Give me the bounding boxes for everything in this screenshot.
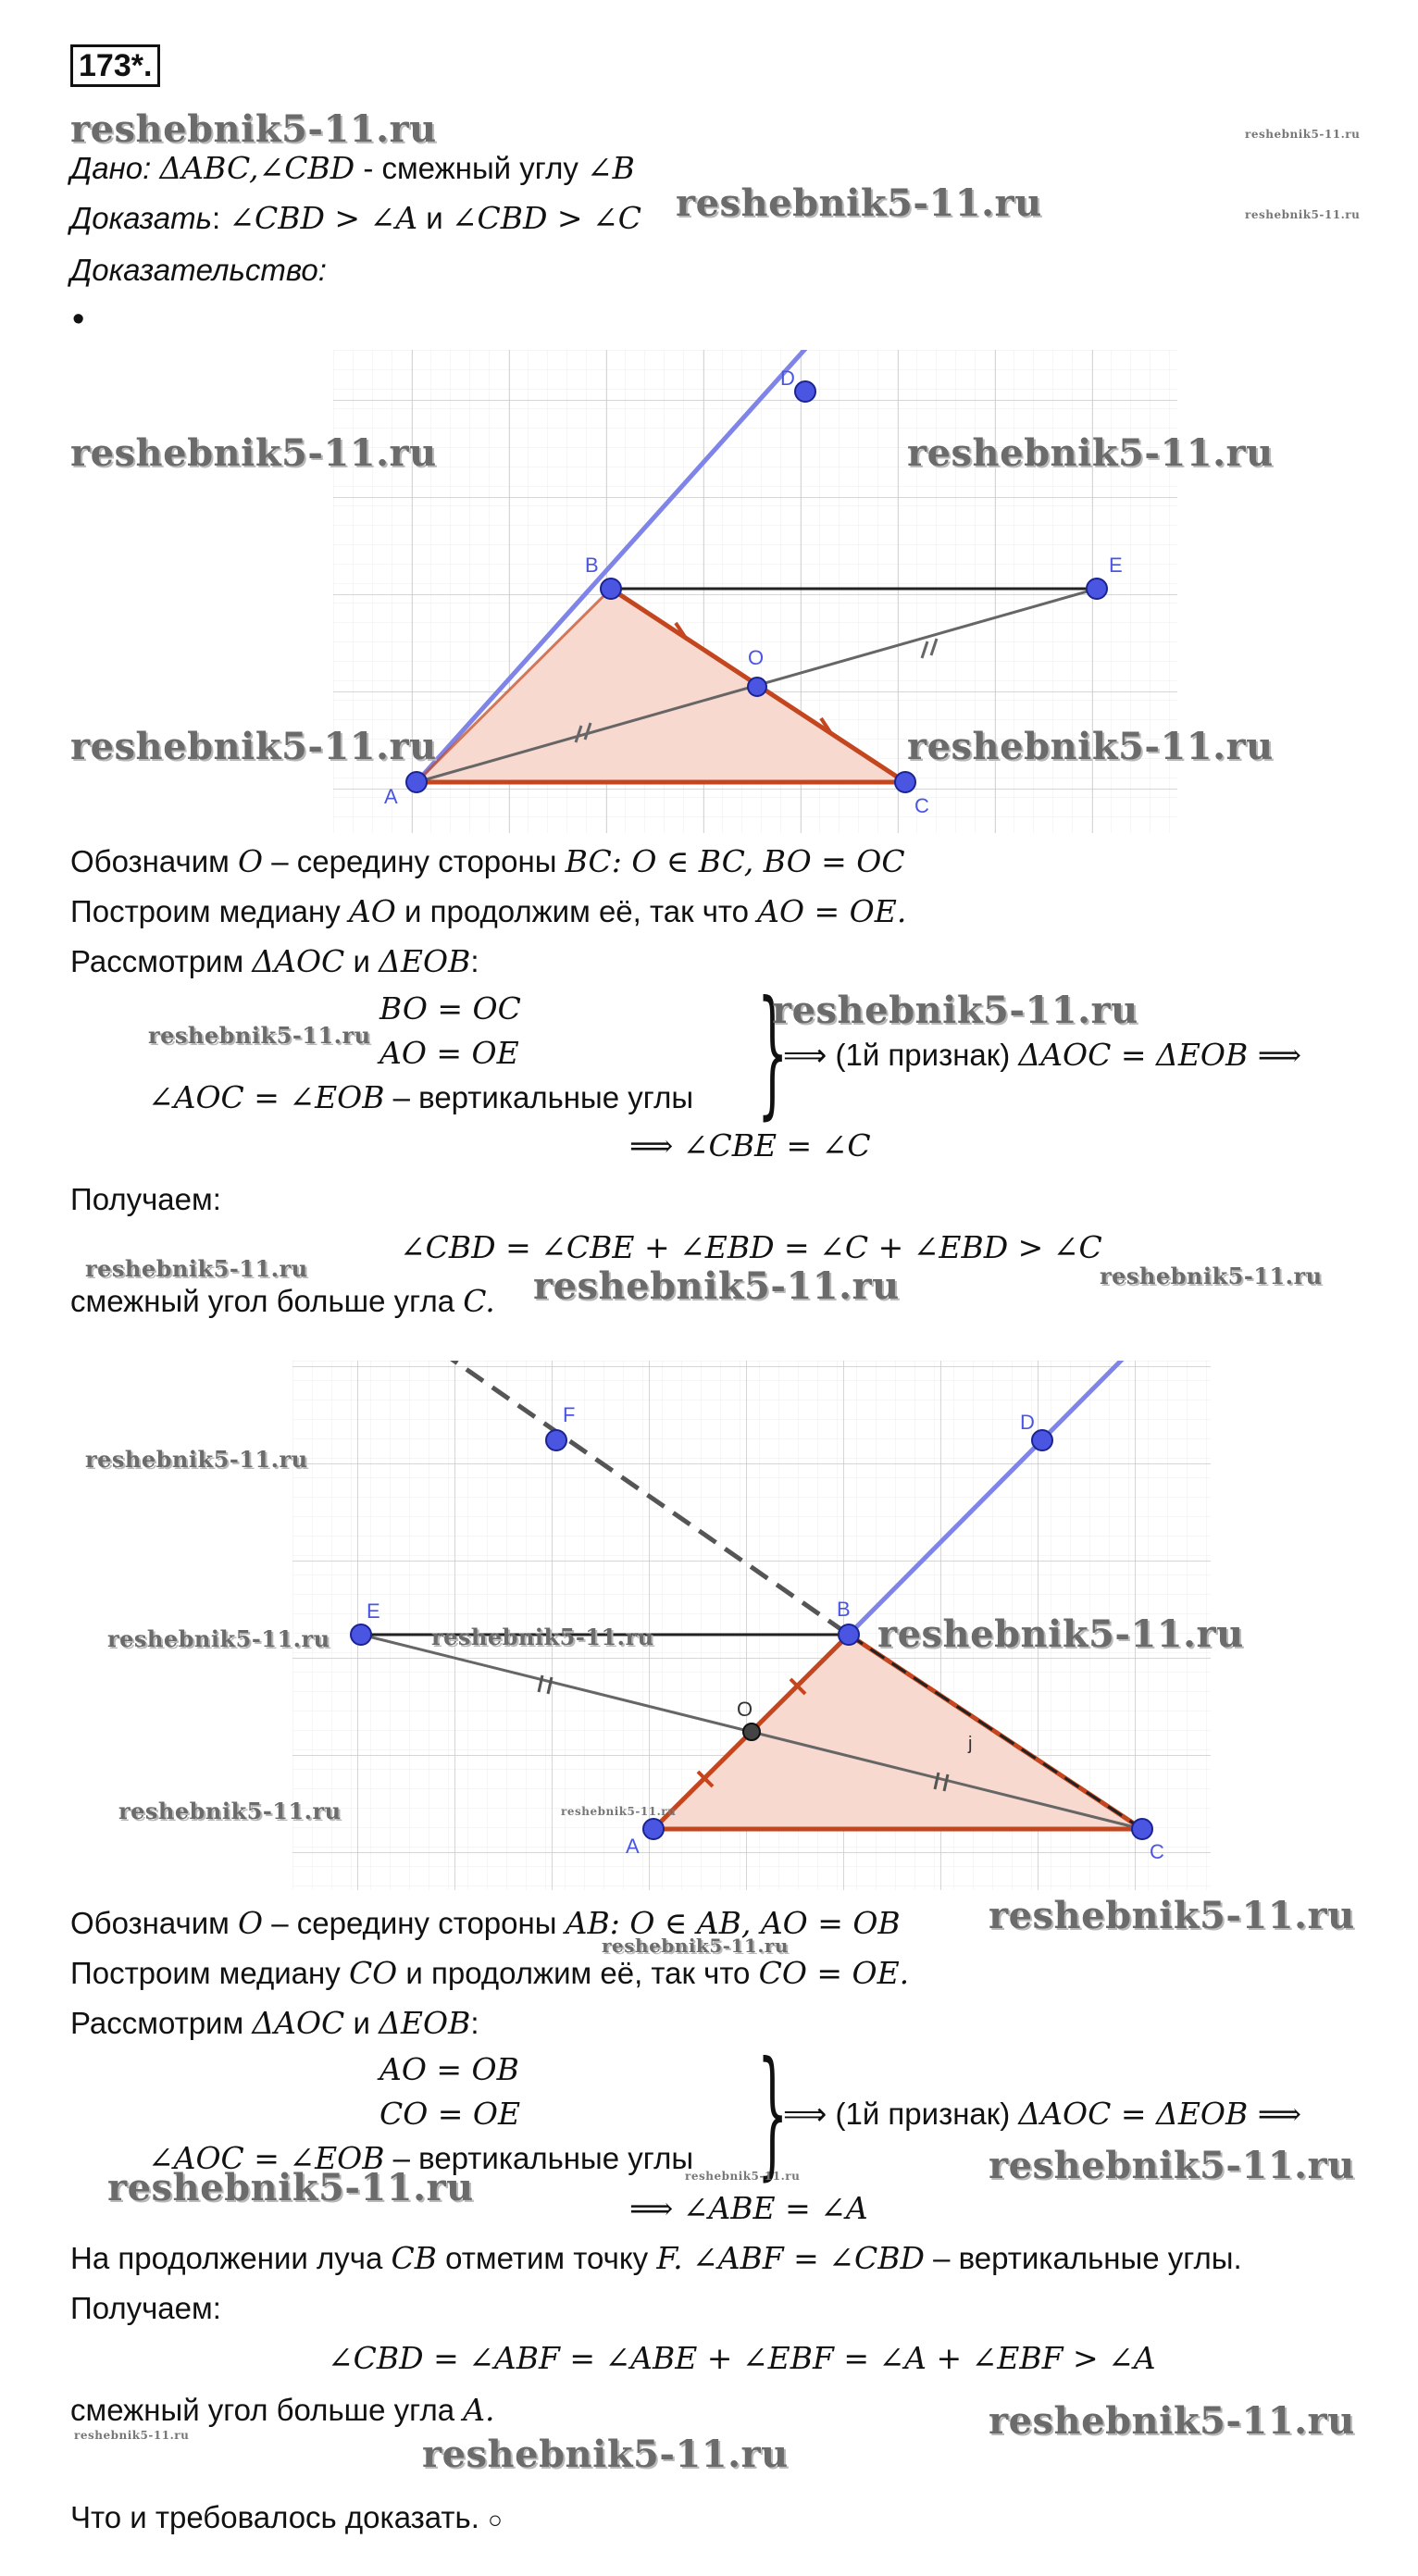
text: Построим медиану <box>70 1956 349 1990</box>
proof-label-text: Доказательство <box>70 253 318 287</box>
math: CO = OE. <box>758 1955 910 1991</box>
text: и продолжим её, так что <box>395 894 758 928</box>
bullet: • <box>72 300 85 339</box>
point-c <box>1132 1819 1152 1839</box>
text: – вертикальные углы. <box>924 2241 1242 2275</box>
point-d <box>795 381 815 402</box>
point-a <box>643 1819 664 1839</box>
point-f <box>546 1430 566 1450</box>
qed-text: Что и требовалось доказать. <box>70 2500 479 2534</box>
text: и <box>344 944 379 978</box>
text: – вертикальные углы <box>384 2141 694 2175</box>
watermark: reshebnik5-11.ru <box>70 107 437 151</box>
point-b <box>601 579 621 599</box>
math: CB <box>391 2240 437 2276</box>
math: ∠AOC = ∠EOB <box>148 2140 385 2176</box>
text: Рассмотрим <box>70 944 253 978</box>
point-o <box>748 678 766 696</box>
label-a: A <box>384 785 398 808</box>
point-e <box>1087 579 1107 599</box>
label-o: O <box>737 1698 753 1721</box>
problem-number: 173*. <box>70 44 160 87</box>
watermark: reshebnik5-11.ru <box>685 2170 801 2183</box>
math: ΔAOC <box>252 943 345 979</box>
watermark: reshebnik5-11.ru <box>74 2429 190 2442</box>
given-angle: ∠B <box>587 150 635 186</box>
math: BC: O ∈ BC, BO = OC <box>565 843 905 879</box>
watermark: reshebnik5-11.ru <box>107 1625 330 1652</box>
part2-line3 <box>70 2005 479 2042</box>
math: O <box>238 1905 264 1941</box>
part1-line1 <box>70 843 905 880</box>
watermark: reshebnik5-11.ru <box>989 1894 1355 1937</box>
part2-sys2: CO = OE <box>379 2096 521 2132</box>
math: ΔEOB <box>379 943 471 979</box>
text: ⟹ (1й признак) <box>783 1038 1019 1072</box>
text: отметим точку <box>437 2241 657 2275</box>
part1-conclusion <box>70 1283 495 1320</box>
text: : <box>470 2006 479 2040</box>
prove-label: Доказать <box>70 201 212 235</box>
watermark: reshebnik5-11.ru <box>989 2399 1355 2443</box>
text: ⟹ (1й признак) <box>783 2097 1019 2131</box>
text: – середину стороны <box>263 1906 566 1940</box>
watermark: reshebnik5-11.ru <box>561 1805 677 1818</box>
watermark: reshebnik5-11.ru <box>602 1935 789 1957</box>
text: – середину стороны <box>263 844 566 878</box>
label-d: D <box>780 367 795 390</box>
watermark: reshebnik5-11.ru <box>70 725 437 768</box>
part1-sys1: BO = OC <box>379 990 521 1027</box>
watermark: reshebnik5-11.ru <box>431 1624 654 1650</box>
given-line <box>70 150 635 187</box>
prove-math1: ∠CBD > ∠A <box>229 200 418 236</box>
text: смежный угол больше угла <box>70 1284 464 1318</box>
watermark: reshebnik5-11.ru <box>118 1798 342 1824</box>
label-j: j <box>968 1734 973 1754</box>
watermark: reshebnik5-11.ru <box>85 1255 308 1282</box>
math: AO = OE. <box>757 893 907 929</box>
part2-equation: ∠CBD = ∠ABF = ∠ABE + ∠EBF = ∠A + ∠EBF > ∠A <box>328 2340 1156 2376</box>
math: C. <box>463 1283 495 1319</box>
watermark: reshebnik5-11.ru <box>85 1446 308 1473</box>
math: ΔEOB <box>379 2005 471 2041</box>
label-o: O <box>748 646 765 669</box>
prove-colon: : <box>211 201 230 235</box>
watermark: reshebnik5-11.ru <box>1245 208 1361 221</box>
part1-equation: ∠CBD = ∠CBE + ∠EBD = ∠C + ∠EBD > ∠C <box>400 1229 1102 1265</box>
text: Обозначим <box>70 844 239 878</box>
text: – вертикальные углы <box>384 1080 694 1114</box>
prove-and: и <box>417 201 452 235</box>
math: A. <box>463 2392 495 2428</box>
math: AB: O ∈ AB, AO = OB <box>565 1905 901 1941</box>
part1-implies <box>783 1037 1301 1074</box>
point-a <box>406 772 427 792</box>
point-o <box>743 1724 760 1740</box>
text: Рассмотрим <box>70 2006 253 2040</box>
text: На продолжении луча <box>70 2241 392 2275</box>
text: и <box>344 2006 379 2040</box>
watermark: reshebnik5-11.ru <box>70 431 437 475</box>
label-d: D <box>1020 1411 1035 1434</box>
watermark: reshebnik5-11.ru <box>772 989 1138 1032</box>
math: F. ∠ABF = ∠CBD <box>656 2240 925 2276</box>
prove-math2: ∠CBD > ∠C <box>451 200 641 236</box>
point-c <box>895 772 915 792</box>
part2-ray-line <box>70 2240 1242 2277</box>
part2-conclusion <box>70 2392 495 2429</box>
part1-get-label: Получаем: <box>70 1182 221 1216</box>
math: CO <box>348 1955 398 1991</box>
watermark: reshebnik5-11.ru <box>148 1022 371 1049</box>
part1-result: ⟹ ∠CBE = ∠C <box>629 1127 871 1164</box>
prove-line <box>70 200 641 237</box>
watermark: reshebnik5-11.ru <box>907 431 1274 475</box>
part1-sys2: AO = OE <box>379 1035 519 1071</box>
part2-result: ⟹ ∠ABE = ∠A <box>629 2190 868 2226</box>
part2-sys1: AO = OB <box>379 2051 519 2087</box>
watermark: reshebnik5-11.ru <box>676 181 1042 225</box>
given-text: - смежный углу <box>354 151 588 185</box>
point-d <box>1032 1430 1052 1450</box>
text: Обозначим <box>70 1906 239 1940</box>
label-b: B <box>585 554 599 577</box>
label-a: A <box>626 1835 640 1858</box>
given-math: ΔABC,∠CBD <box>159 150 355 186</box>
label-e: E <box>1109 554 1123 577</box>
brace: } <box>757 2033 789 2194</box>
part1-sys3 <box>148 1079 693 1116</box>
math: AO <box>348 893 396 929</box>
label-e: E <box>367 1599 380 1623</box>
qed-mark: ○ <box>488 2506 503 2533</box>
point-b <box>839 1624 859 1645</box>
part2-line2 <box>70 1955 909 1992</box>
label-f: F <box>563 1403 576 1426</box>
math: ΔAOC = ΔEOB ⟹ <box>1018 2096 1302 2132</box>
math: O <box>238 843 264 879</box>
text: Построим медиану <box>70 894 349 928</box>
brace: } <box>757 972 789 1133</box>
math: ΔAOC <box>252 2005 345 2041</box>
watermark: reshebnik5-11.ru <box>877 1612 1244 1656</box>
point-e <box>351 1624 371 1645</box>
part1-line2 <box>70 893 906 930</box>
qed-line <box>70 2499 503 2538</box>
label-c: C <box>1150 1840 1164 1863</box>
watermark: reshebnik5-11.ru <box>422 2433 789 2476</box>
watermark: reshebnik5-11.ru <box>1100 1263 1323 1289</box>
label-c: C <box>914 794 929 817</box>
label-b: B <box>837 1598 851 1621</box>
watermark: reshebnik5-11.ru <box>533 1264 900 1308</box>
text: и продолжим её, так что <box>397 1956 759 1990</box>
math: ΔAOC = ΔEOB ⟹ <box>1018 1037 1302 1073</box>
given-label: Дано: <box>70 151 152 185</box>
part2-get-label: Получаем: <box>70 2291 221 2325</box>
part1-line3 <box>70 943 479 980</box>
watermark: reshebnik5-11.ru <box>107 2166 474 2209</box>
watermark: reshebnik5-11.ru <box>1245 128 1361 141</box>
math: ∠AOC = ∠EOB <box>148 1079 385 1115</box>
proof-label: Доказательство: <box>70 253 327 287</box>
text: смежный угол больше угла <box>70 2393 464 2427</box>
text: : <box>470 944 479 978</box>
watermark: reshebnik5-11.ru <box>907 725 1274 768</box>
watermark: reshebnik5-11.ru <box>989 2144 1355 2187</box>
part2-implies <box>783 2096 1301 2133</box>
